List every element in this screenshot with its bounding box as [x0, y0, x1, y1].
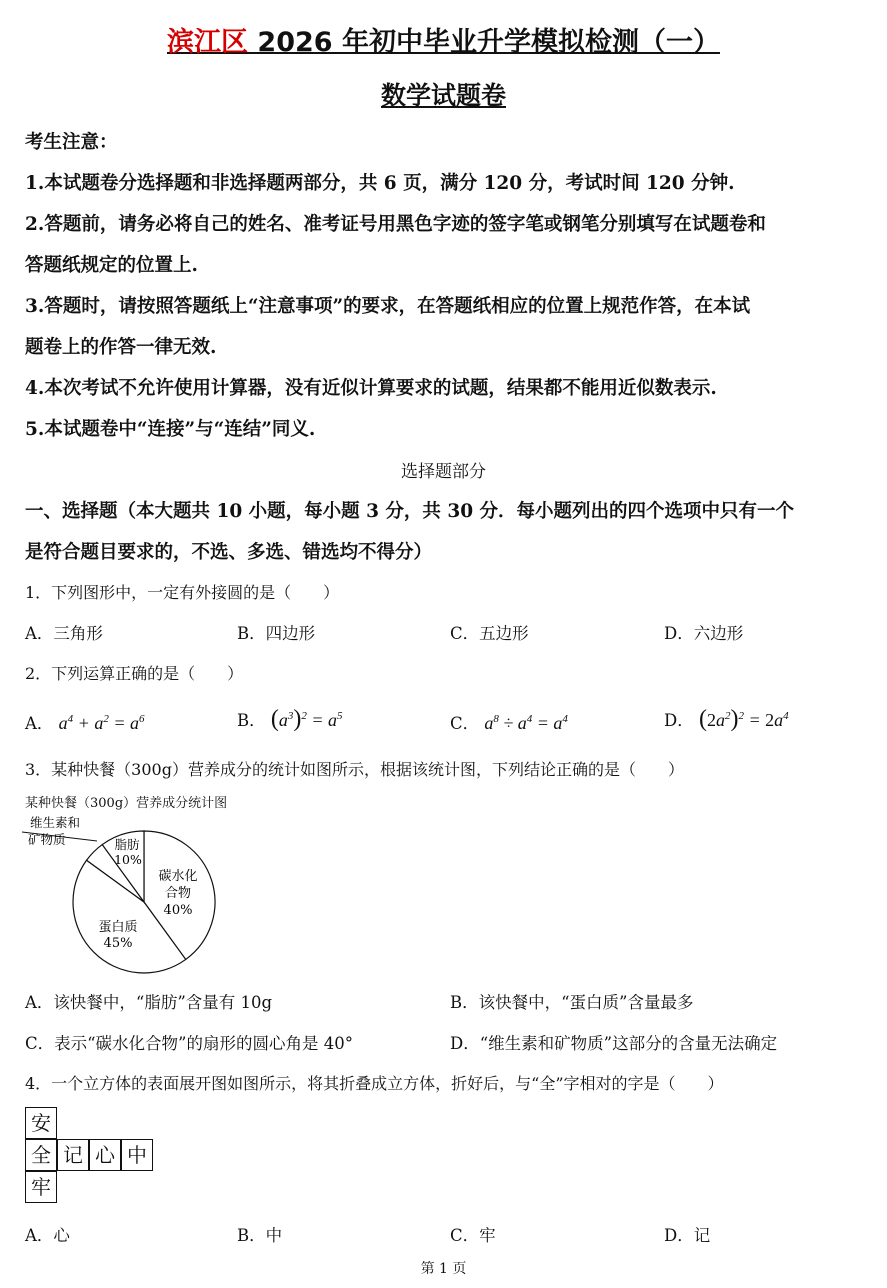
q2-option-b — [237, 706, 343, 733]
pie-label-fat-pct: 10% — [114, 852, 142, 867]
q2-option-b-label: B． — [237, 711, 266, 730]
q3-option-b: B．该快餐中，“蛋白质”含量最多 — [450, 993, 694, 1012]
pie-label-carb-pct: 40% — [163, 903, 193, 918]
title-district: 滨江区 — [167, 27, 249, 58]
net-cell-xin: 心 — [89, 1139, 121, 1171]
q2-option-b-formula: $(a^3)^2 = a^5$ — [270, 706, 343, 732]
q2-option-a — [25, 710, 144, 734]
q1-stem: 1．下列图形中，一定有外接圆的是（ ） — [25, 583, 340, 602]
q2-option-a-label: A． — [25, 714, 54, 733]
net-cell-lao: 牢 — [25, 1171, 57, 1203]
chart-title: 某种快餐（300g）营养成分统计图 — [25, 796, 228, 811]
net-cell-an: 安 — [25, 1107, 57, 1139]
notice-item-2-cont: 答题纸规定的位置上. — [25, 255, 198, 276]
net-cell-ji: 记 — [57, 1139, 89, 1171]
exam-subtitle: 数学试题卷 — [380, 81, 506, 110]
nutrition-pie-chart — [20, 808, 230, 980]
notice-item-3-cont: 题卷上的作答一律无效. — [25, 337, 217, 358]
section-heading-line1: 一、选择题（本大题共 10 小题，每小题 3 分，共 30 分．每小题列出的四个选项中只有一个 — [25, 501, 795, 522]
notice-item-2: 2.答题前，请务必将自己的姓名、准考证号用黑色字迹的签字笔或钢笔分别填写在试题卷和 — [25, 214, 766, 235]
q3-stem: 3．某种快餐（300g）营养成分的统计如图所示，根据该统计图，下列结论正确的是（ ） — [25, 760, 684, 779]
q1-option-b: B．四边形 — [237, 624, 316, 643]
notice-item-4: 4.本次考试不允许使用计算器，没有近似计算要求的试题，结果都不能用近似数表示. — [25, 378, 717, 399]
q2-option-d — [664, 706, 789, 733]
q1-option-d: D．六边形 — [664, 624, 744, 643]
title-main: 2026 年初中毕业升学模拟检测（一） — [248, 27, 720, 58]
section-heading-line2: 是符合题目要求的，不选、多选、错选均不得分） — [25, 542, 433, 563]
pie-label-protein-name: 蛋白质 — [98, 920, 138, 935]
q2-option-c — [450, 710, 568, 734]
q2-stem: 2．下列运算正确的是（ ） — [25, 664, 244, 683]
pie-label-vitamin-1: 维生素和 — [30, 815, 81, 830]
notice-item-1: 1.本试题卷分选择题和非选择题两部分，共 6 页，满分 120 分，考试时间 120 分钟. — [25, 173, 735, 194]
notice-item-3: 3.答题时，请按照答题纸上“注意事项”的要求，在答题纸相应的位置上规范作答，在本试 — [25, 296, 751, 317]
notice-heading: 考生注意： — [25, 132, 118, 153]
q4-stem: 4．一个立方体的表面展开图如图所示，将其折叠成立方体，折好后，与“全”字相对的字是（ ） — [25, 1074, 724, 1093]
q2-option-a-formula: $a^4 + a^2 = a^6$ — [58, 713, 145, 733]
pie-label-carb-1: 碳水化 — [158, 869, 198, 884]
q4-option-d: D．记 — [664, 1226, 711, 1245]
net-cell-quan: 全 — [25, 1139, 57, 1171]
section-title: 选择题部分 — [401, 462, 486, 482]
page-number: 第 1 页 — [420, 1261, 467, 1277]
q2-option-c-formula: $a^8 \div a^4 = a^4$ — [484, 713, 568, 733]
q4-option-b: B．中 — [237, 1226, 283, 1245]
pie-label-vitamin-2: 矿物质 — [28, 832, 66, 847]
q4-option-c: C．牢 — [450, 1226, 496, 1245]
q3-option-d: D．“维生素和矿物质”这部分的含量无法确定 — [450, 1034, 778, 1053]
q2-option-d-formula: $(2a^2)^2 = 2a^4$ — [698, 706, 789, 732]
q1-option-a: A．三角形 — [25, 624, 103, 643]
q2-option-c-label: C． — [450, 714, 480, 733]
q1-option-c: C．五边形 — [450, 624, 529, 643]
pie-slices — [73, 831, 215, 973]
notice-item-5: 5.本试题卷中“连接”与“连结”同义. — [25, 419, 316, 440]
q4-option-a: A．心 — [25, 1226, 70, 1245]
pie-label-carb-2: 合物 — [164, 886, 192, 901]
q2-option-d-label: D． — [664, 711, 694, 730]
net-cell-zhong: 中 — [121, 1139, 153, 1171]
q3-option-a: A．该快餐中，“脂肪”含量有 10g — [25, 993, 273, 1012]
exam-title — [0, 20, 887, 59]
pie-label-protein-pct: 45% — [103, 936, 133, 951]
pie-label-fat-name: 脂肪 — [114, 837, 140, 852]
q3-option-c: C．表示“碳水化合物”的扇形的圆心角是 40° — [25, 1034, 353, 1053]
